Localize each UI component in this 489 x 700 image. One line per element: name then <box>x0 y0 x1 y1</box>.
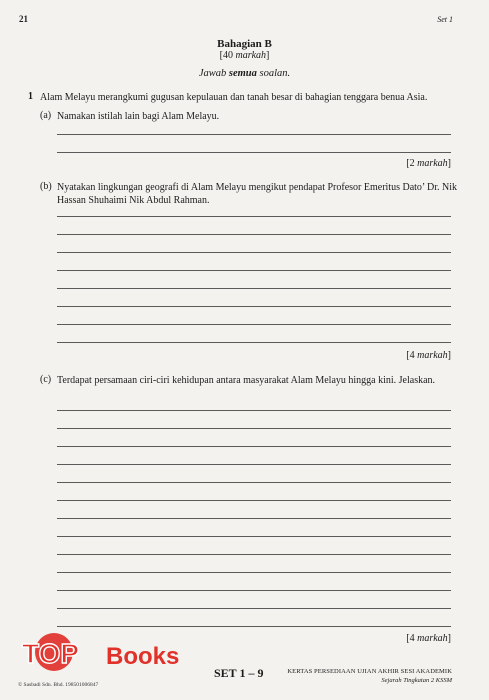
answer-line[interactable] <box>57 536 451 537</box>
part-b-marks: [4 markah] <box>406 350 451 361</box>
part-a-text: Namakan istilah lain bagi Alam Melayu. <box>57 111 220 122</box>
answer-line[interactable] <box>57 270 451 271</box>
answer-line[interactable] <box>57 410 451 411</box>
answer-line[interactable] <box>57 464 451 465</box>
part-c-label: (c) <box>40 374 52 385</box>
part-a-label: (a) <box>40 110 52 121</box>
question-number: 1 <box>28 91 33 102</box>
answer-line[interactable] <box>57 572 451 573</box>
answer-line[interactable] <box>57 152 451 153</box>
answer-line[interactable] <box>57 216 451 217</box>
section-title: Bahagian B <box>217 38 272 50</box>
answer-line[interactable] <box>57 500 451 501</box>
answer-line[interactable] <box>57 324 451 325</box>
footer-title: KERTAS PERSEDIAAN UJIAN AKHIR SESI AKADEMIK <box>287 668 452 675</box>
answer-line[interactable] <box>57 288 451 289</box>
question-stem: Alam Melayu merangkumi gugusan kepulauan dan tanah besar di bahagian tenggara benua Asia. <box>40 92 428 103</box>
answer-line[interactable] <box>57 252 451 253</box>
answer-line[interactable] <box>57 554 451 555</box>
answer-line[interactable] <box>57 234 451 235</box>
logo-books: Books <box>106 643 180 670</box>
answer-line[interactable] <box>57 428 451 429</box>
logo-top: TOP <box>22 638 80 669</box>
topbooks-logo <box>14 630 194 690</box>
page-number: 21 <box>19 14 28 24</box>
part-c-text: Terdapat persamaan ciri-ciri kehidupan antara masyarakat Alam Melayu hingga kini. Jelaskan. <box>57 375 436 386</box>
answer-line[interactable] <box>57 608 451 609</box>
section-instruction: Jawab semua soalan. <box>198 68 291 79</box>
answer-line[interactable] <box>57 518 451 519</box>
answer-line[interactable] <box>57 482 451 483</box>
answer-line[interactable] <box>57 590 451 591</box>
part-b-label: (b) <box>40 181 52 192</box>
section-total-marks: [40 markah] <box>219 50 270 61</box>
part-b-text: Nyatakan lingkungan geografi di Alam Melayu mengikut pendapat Profesor Emeritus Dato’ Dr. Nik Hassan Shuhaimi Nik Abdul Rahman. <box>57 182 457 206</box>
part-c-marks: [4 markah] <box>406 633 451 644</box>
answer-line[interactable] <box>57 446 451 447</box>
answer-line[interactable] <box>57 306 451 307</box>
set-tag: Set 1 <box>437 15 453 24</box>
answer-line[interactable] <box>57 342 451 343</box>
part-a-marks: [2 markah] <box>406 158 451 169</box>
answer-line[interactable] <box>57 134 451 135</box>
copyright-text: © Sasbadi Sdn. Bhd. 198501006847 <box>18 682 99 688</box>
footer-subtitle: Sejarah Tingkatan 2 KSSM <box>381 677 452 684</box>
footer-set-label: SET 1 – 9 <box>214 666 264 680</box>
answer-line[interactable] <box>57 626 451 627</box>
